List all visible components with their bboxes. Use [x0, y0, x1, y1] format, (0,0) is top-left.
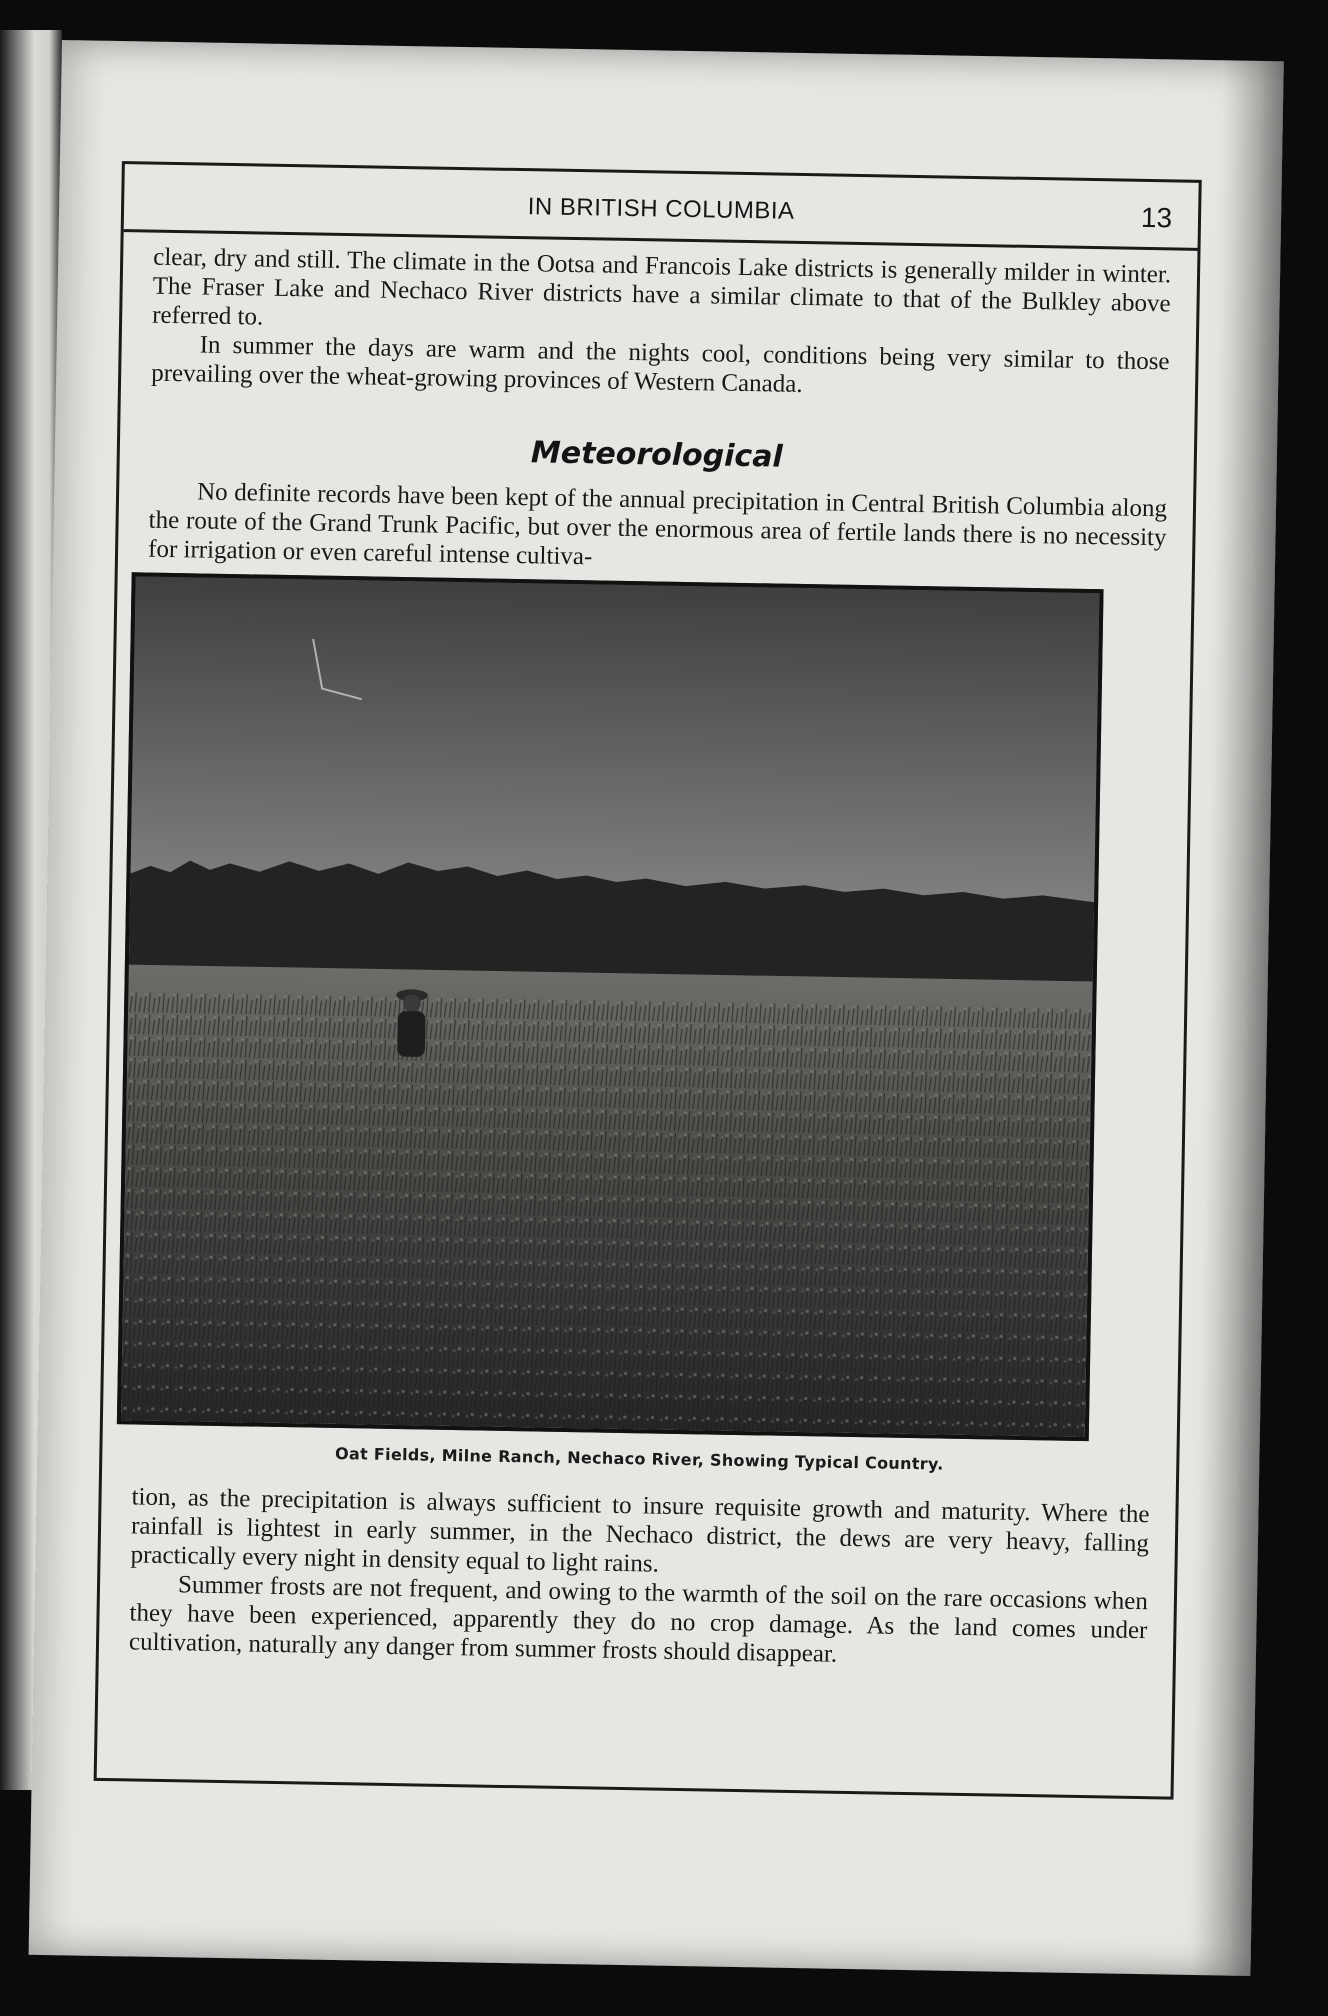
oat-stalks — [121, 992, 1092, 1437]
body-text-meteorological — [148, 477, 1167, 582]
page-number: 13 — [1140, 201, 1173, 234]
photo-image — [121, 576, 1100, 1437]
paragraph: tion, as the precipitation is always sufficient to insure requisite growth and maturity. Where the rainfall is lightest in early summer, in the Nechaco district, the dews are very heavy, falling practically every night in density equal to light rains. — [130, 1483, 1150, 1578]
paragraph: No definite records have been kept of the annual precipitation in Central British Columbia along the route of the Grand Trunk Pacific, but over the enormous area of fertile lands there is no necessity for irrigation or even careful intense cultiva- — [147, 478, 1168, 571]
photo-caption: Oat Fields, Milne Ranch, Nechaco River, Showing Typical Country. — [334, 1443, 944, 1474]
page-header — [124, 164, 1199, 251]
section-heading: Meteorological — [530, 435, 784, 475]
book-page — [29, 40, 1284, 1976]
oat-field-photograph — [117, 572, 1104, 1441]
paragraph: clear, dry and still. The climate in the Ootsa and Francois Lake districts is generally milder in winter. The Fraser Lake and Nechaco River districts have a similar climate to that of the Bulkley above referred to. — [151, 243, 1172, 331]
paragraph: Summer frosts are not frequent, and owing to the warmth of the soil on the rare occasions when they have been experienced, apparently they do no crop damage. As the land comes under cultivation, naturally any danger from summer frosts should disappear. — [128, 1571, 1149, 1668]
page-border-frame — [94, 161, 1202, 1800]
page-edge-shadow — [1190, 60, 1283, 1976]
body-text-top — [151, 243, 1171, 406]
body-text-bottom — [129, 1482, 1150, 1674]
running-head: IN BRITISH COLUMBIA — [527, 193, 795, 225]
paragraph: In summer the days are warm and the nights cool, conditions being very similar to those prevailing over the wheat-growing provinces of Western Canada. — [150, 331, 1170, 398]
